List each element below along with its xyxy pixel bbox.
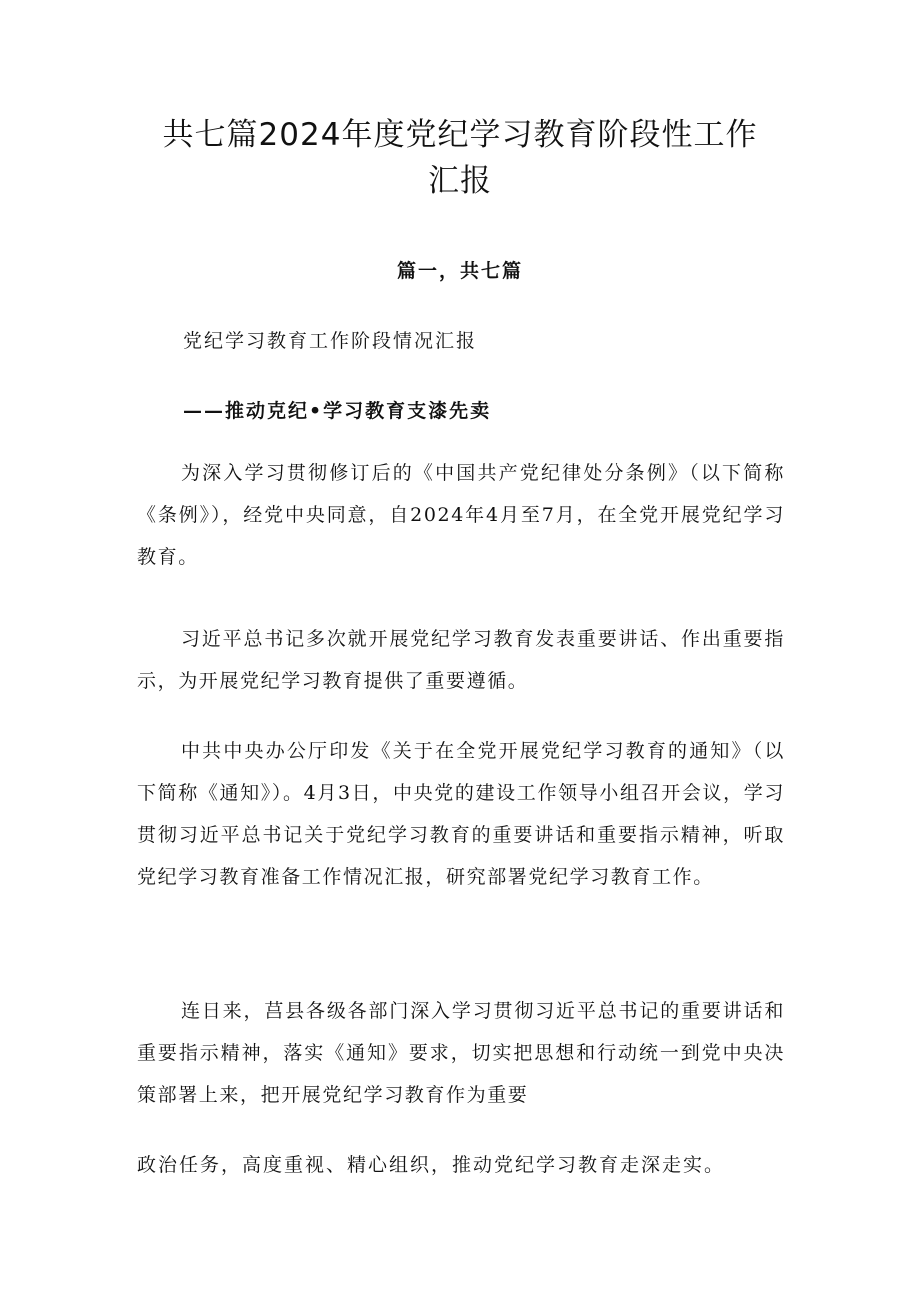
section-heading: 篇一，共七篇 <box>396 260 523 282</box>
document-title <box>130 112 790 204</box>
paragraph-2: 习近平总书记多次就开展党纪学习教育发表重要讲话、作出重要指示，为开展党纪学习教育提供了重要遵循。 <box>137 628 785 692</box>
paragraph-1: 为深入学习贯彻修订后的《中国共产党纪律处分条例》（以下简称《条例》），经党中央同意，自2024年4月至7月，在全党开展党纪学习教育。 <box>137 462 785 568</box>
report-title: 党纪学习教育工作阶段情况汇报 <box>183 330 478 352</box>
paragraph-3: 中共中央办公厅印发《关于在全党开展党纪学习教育的通知》（以下简称《通知》）。4月3日，中央党的建设工作领导小组召开会议，学习贯彻习近平总书记关于党纪学习教育的重要讲话和重要指示精神，听取党纪学习教育准备工作情况汇报，研究部署党纪学习教育工作。 <box>137 740 785 888</box>
paragraph-4: 连日来，莒县各级各部门深入学习贯彻习近平总书记的重要讲话和重要指示精神，落实《通知》要求，切实把思想和行动统一到党中央决策部署上来，把开展党纪学习教育作为重要 <box>137 1000 785 1106</box>
title-line-1: 共七篇2024年度党纪学习教育阶段性工作 <box>162 117 758 153</box>
paragraph-4-continuation: 政治任务，高度重视、精心组织，推动党纪学习教育走深走实。 <box>137 1154 726 1176</box>
title-line-2: 汇报 <box>428 163 492 199</box>
report-subtitle: ——推动克纪•学习教育支漆先卖 <box>183 400 492 422</box>
